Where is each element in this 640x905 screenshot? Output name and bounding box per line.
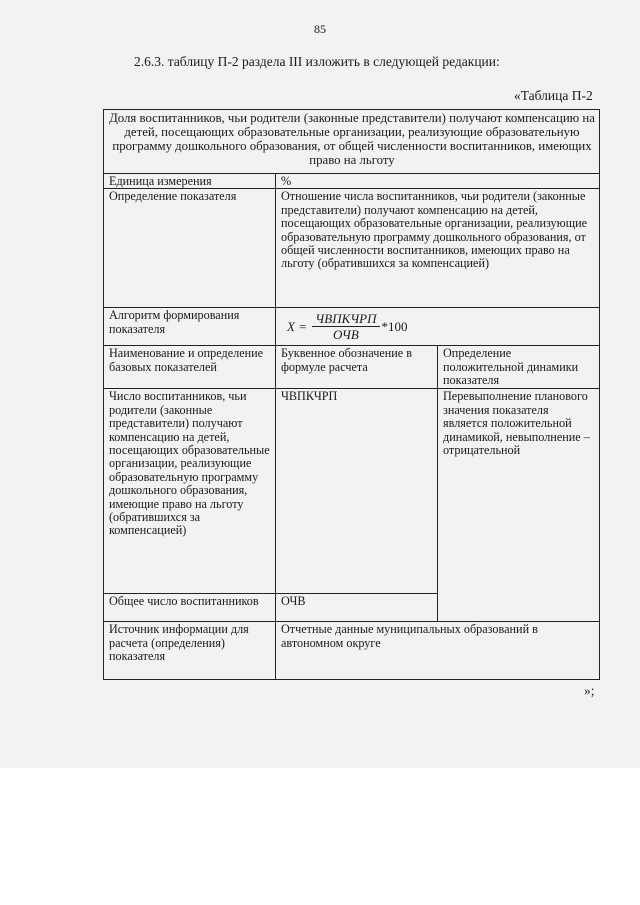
dynamics-value: Перевыполнение планового значения показателя является положительной динамикой, невыполнение – отрицательной	[438, 389, 600, 622]
formula-lhs: X	[287, 318, 295, 334]
unit-row	[104, 174, 600, 189]
table-row	[104, 389, 600, 594]
definition-value: Отношение числа воспитанников, чьи родители (законные представители) получают компенсацию на детей, посещающих образовательные организации, реализующие образовательную программу дошкольного образования, от общей численности воспитанников, имеющих право на льготу (обратившихся за компенсацией)	[276, 189, 600, 308]
formula-fraction	[312, 312, 379, 342]
formula-multiplier: *100	[381, 318, 408, 334]
base-indicator-name: Число воспитанников, чьи родители (законные представители) получают компенсацию на детей, посещающих образовательные организации, реализующие образовательную программу дошкольного образования, имеющие право на льготу (обратившихся за компенсацией)	[104, 389, 276, 594]
page-number: 85	[314, 22, 326, 36]
formula-equals: =	[298, 318, 307, 334]
definition-row	[104, 189, 600, 308]
col-header-name: Наименование и определение базовых показателей	[104, 346, 276, 389]
base-indicator-name: Общее число воспитанников	[104, 594, 276, 622]
col-header-dynamics: Определение положительной динамики показателя	[438, 346, 600, 389]
source-value: Отчетные данные муниципальных образований в автономном округе	[276, 622, 600, 680]
table-header-row	[104, 110, 600, 174]
source-label: Источник информации для расчета (определения) показателя	[104, 622, 276, 680]
formula-denominator: ОЧВ	[333, 326, 359, 342]
indicator-table	[103, 109, 600, 680]
base-indicator-letter: ЧВПКЧРП	[276, 389, 438, 594]
intro-text: 2.6.3. таблицу П-2 раздела III изложить в следующей редакции:	[134, 54, 500, 69]
table-label: «Таблица П-2	[514, 88, 593, 103]
definition-label: Определение показателя	[104, 189, 276, 308]
algorithm-label: Алгоритм формирования показателя	[104, 308, 276, 346]
formula-cell	[276, 308, 600, 346]
unit-value: %	[276, 174, 600, 189]
unit-label: Единица измерения	[104, 174, 276, 189]
column-header-row	[104, 346, 600, 389]
base-indicator-letter: ОЧВ	[276, 594, 438, 622]
closing-quote: »;	[584, 683, 595, 698]
source-row	[104, 622, 600, 680]
formula	[281, 309, 595, 343]
table-header: Доля воспитанников, чьи родители (законные представители) получают компенсацию на детей, посещающих образовательные организации, реализующие образовательную программу дошкольного образования, от общей численности воспитанников, имеющих право на льготу	[104, 110, 600, 174]
col-header-letter: Буквенное обозначение в формуле расчета	[276, 346, 438, 389]
algorithm-row	[104, 308, 600, 346]
formula-numerator: ЧВПКЧРП	[312, 312, 379, 327]
